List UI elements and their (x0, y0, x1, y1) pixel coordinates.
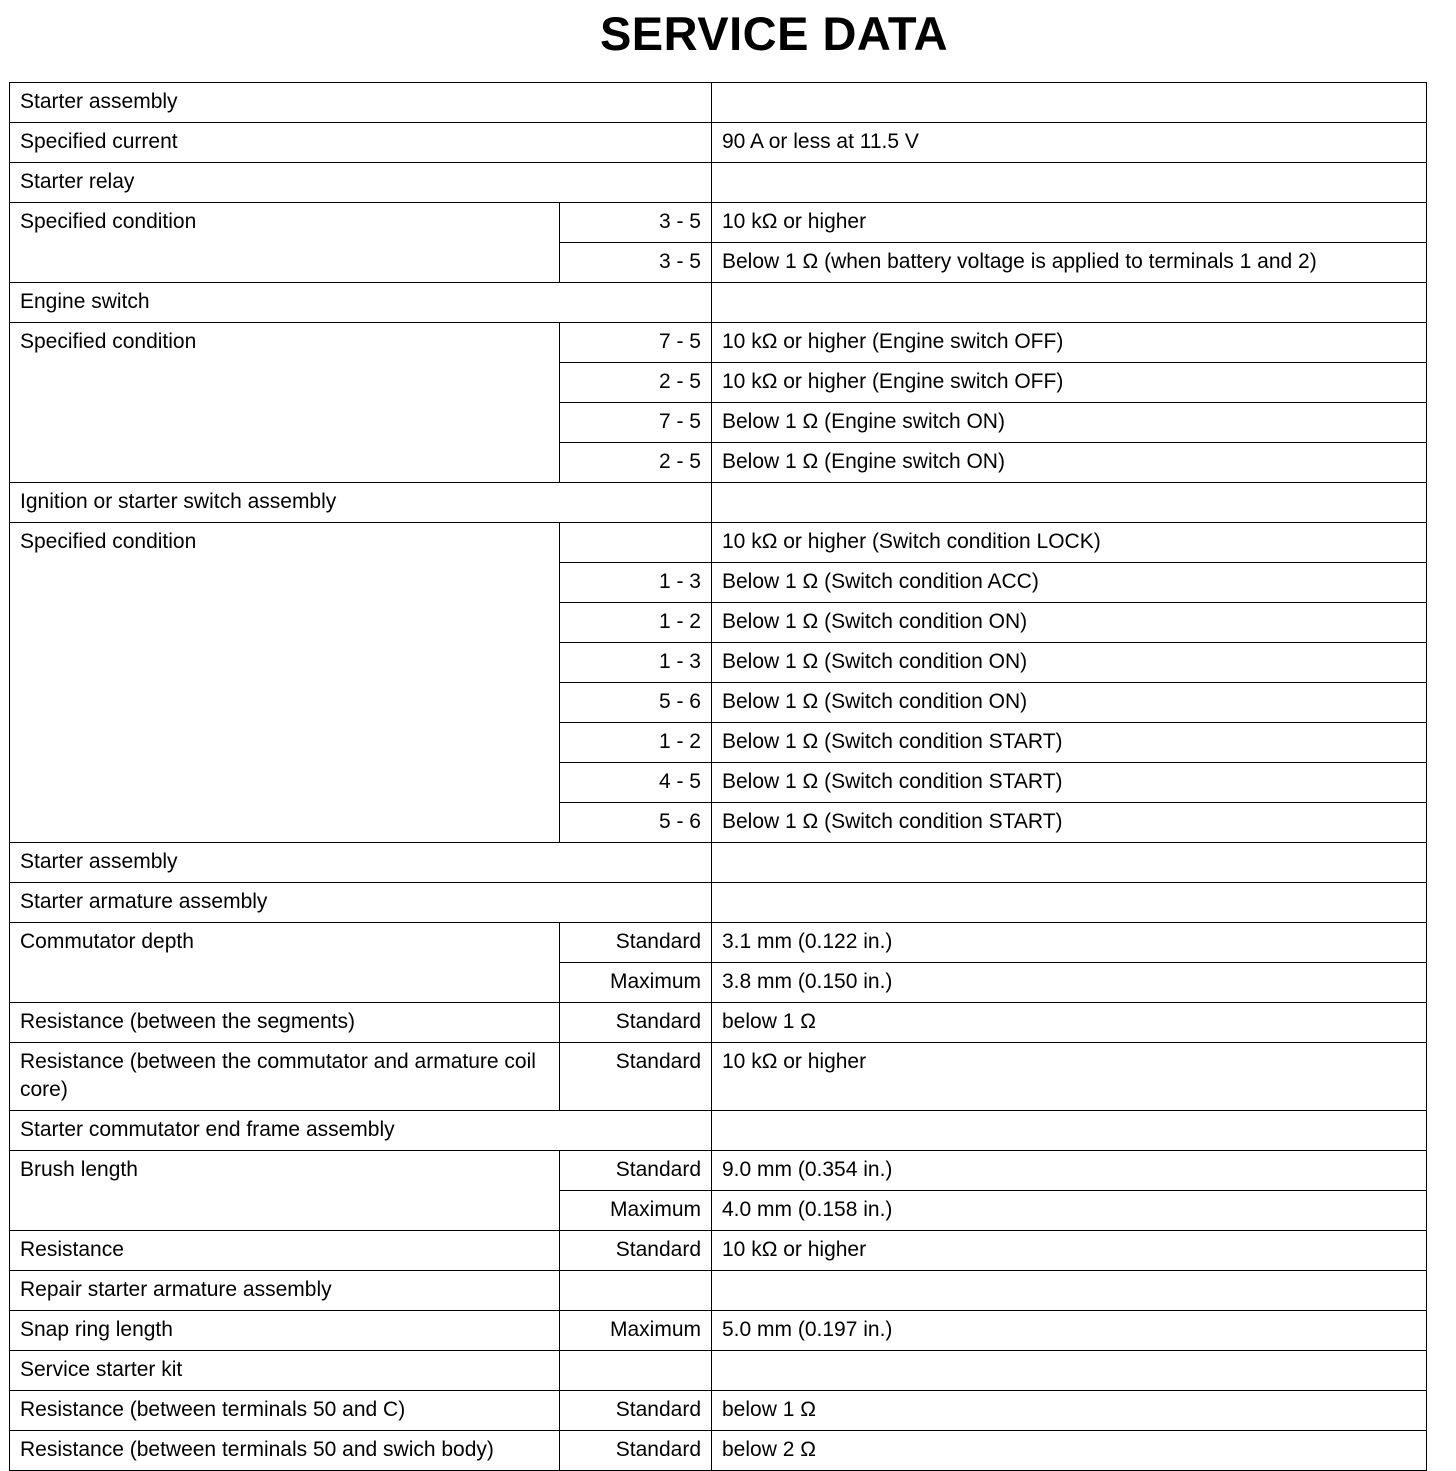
row-label: Repair starter armature assembly (10, 1271, 560, 1311)
table-row (10, 1111, 1427, 1151)
row-value: Below 1 Ω (Switch condition ON) (712, 643, 1427, 683)
row-condition: Standard (560, 1151, 712, 1191)
row-condition: 4 - 5 (560, 763, 712, 803)
table-row (10, 923, 1427, 963)
row-condition: 3 - 5 (560, 203, 712, 243)
table-row (10, 123, 1427, 163)
row-condition: 5 - 6 (560, 803, 712, 843)
row-condition: 3 - 5 (560, 243, 712, 283)
row-label: Resistance (between the segments) (10, 1003, 560, 1043)
row-label: Resistance (between the commutator and armature coil core) (10, 1043, 560, 1111)
row-label: Specified condition (10, 323, 560, 483)
row-label: Resistance (between terminals 50 and swich body) (10, 1431, 560, 1471)
row-label: Snap ring length (10, 1311, 560, 1351)
row-label: Starter assembly (10, 843, 712, 883)
row-value: 10 kΩ or higher (712, 1231, 1427, 1271)
row-value: Below 1 Ω (when battery voltage is applied to terminals 1 and 2) (712, 243, 1427, 283)
row-value: Below 1 Ω (Switch condition START) (712, 723, 1427, 763)
row-value (712, 483, 1427, 523)
row-value: Below 1 Ω (Switch condition START) (712, 803, 1427, 843)
row-condition: 7 - 5 (560, 323, 712, 363)
table-row (10, 163, 1427, 203)
table-row (10, 323, 1427, 363)
row-label: Specified condition (10, 203, 560, 283)
row-value (712, 1111, 1427, 1151)
row-label: Starter assembly (10, 83, 712, 123)
row-label: Resistance (10, 1231, 560, 1271)
row-value (712, 843, 1427, 883)
row-label: Starter armature assembly (10, 883, 712, 923)
row-value: below 1 Ω (712, 1391, 1427, 1431)
row-value (712, 1271, 1427, 1311)
row-label: Resistance (between terminals 50 and C) (10, 1391, 560, 1431)
row-value: 5.0 mm (0.197 in.) (712, 1311, 1427, 1351)
row-value: 10 kΩ or higher (Switch condition LOCK) (712, 523, 1427, 563)
row-condition: Standard (560, 923, 712, 963)
row-label: Starter commutator end frame assembly (10, 1111, 712, 1151)
table-row (10, 1151, 1427, 1191)
row-value: Below 1 Ω (Switch condition ON) (712, 603, 1427, 643)
row-value: below 1 Ω (712, 1003, 1427, 1043)
row-label: Commutator depth (10, 923, 560, 1003)
table-row (10, 1431, 1427, 1471)
row-value: Below 1 Ω (Engine switch ON) (712, 443, 1427, 483)
row-value (712, 83, 1427, 123)
table-row (10, 483, 1427, 523)
row-value (712, 163, 1427, 203)
service-data-table (9, 82, 1427, 1471)
row-value: 4.0 mm (0.158 in.) (712, 1191, 1427, 1231)
row-condition: 1 - 3 (560, 563, 712, 603)
table-row (10, 1003, 1427, 1043)
row-value (712, 883, 1427, 923)
row-condition: Maximum (560, 1311, 712, 1351)
row-value: 90 A or less at 11.5 V (712, 123, 1427, 163)
row-condition: 2 - 5 (560, 363, 712, 403)
row-label: Ignition or starter switch assembly (10, 483, 712, 523)
table-row (10, 523, 1427, 563)
row-condition: 2 - 5 (560, 443, 712, 483)
row-condition: Maximum (560, 963, 712, 1003)
row-condition: 1 - 2 (560, 723, 712, 763)
row-value (712, 1351, 1427, 1391)
row-value: 3.8 mm (0.150 in.) (712, 963, 1427, 1003)
page-title: SERVICE DATA (599, 7, 949, 60)
row-label: Specified condition (10, 523, 560, 843)
row-condition: Standard (560, 1391, 712, 1431)
table-row (10, 1043, 1427, 1111)
row-label: Starter relay (10, 163, 712, 203)
row-condition: 5 - 6 (560, 683, 712, 723)
row-label: Brush length (10, 1151, 560, 1231)
row-value: 10 kΩ or higher (Engine switch OFF) (712, 323, 1427, 363)
row-value: below 2 Ω (712, 1431, 1427, 1471)
row-condition: Standard (560, 1043, 712, 1111)
table-row (10, 1231, 1427, 1271)
row-value: Below 1 Ω (Switch condition ON) (712, 683, 1427, 723)
table-row (10, 83, 1427, 123)
row-condition (560, 1351, 712, 1391)
table-row (10, 203, 1427, 243)
row-condition: 7 - 5 (560, 403, 712, 443)
row-value (712, 283, 1427, 323)
row-value: 3.1 mm (0.122 in.) (712, 923, 1427, 963)
row-condition: 1 - 3 (560, 643, 712, 683)
row-condition: Standard (560, 1431, 712, 1471)
row-label: Engine switch (10, 283, 712, 323)
row-condition: Standard (560, 1231, 712, 1271)
row-value: Below 1 Ω (Engine switch ON) (712, 403, 1427, 443)
table-row (10, 1351, 1427, 1391)
row-condition: Standard (560, 1003, 712, 1043)
row-condition (560, 523, 712, 563)
row-value: 10 kΩ or higher (Engine switch OFF) (712, 363, 1427, 403)
row-label: Specified current (10, 123, 712, 163)
table-row (10, 1311, 1427, 1351)
table-row (10, 843, 1427, 883)
row-condition (560, 1271, 712, 1311)
table-row (10, 1271, 1427, 1311)
row-value: Below 1 Ω (Switch condition ACC) (712, 563, 1427, 603)
table-row (10, 283, 1427, 323)
row-condition: Maximum (560, 1191, 712, 1231)
table-row (10, 1391, 1427, 1431)
row-value: Below 1 Ω (Switch condition START) (712, 763, 1427, 803)
row-label: Service starter kit (10, 1351, 560, 1391)
row-value: 9.0 mm (0.354 in.) (712, 1151, 1427, 1191)
row-condition: 1 - 2 (560, 603, 712, 643)
row-value: 10 kΩ or higher (712, 203, 1427, 243)
table-row (10, 883, 1427, 923)
row-value: 10 kΩ or higher (712, 1043, 1427, 1111)
